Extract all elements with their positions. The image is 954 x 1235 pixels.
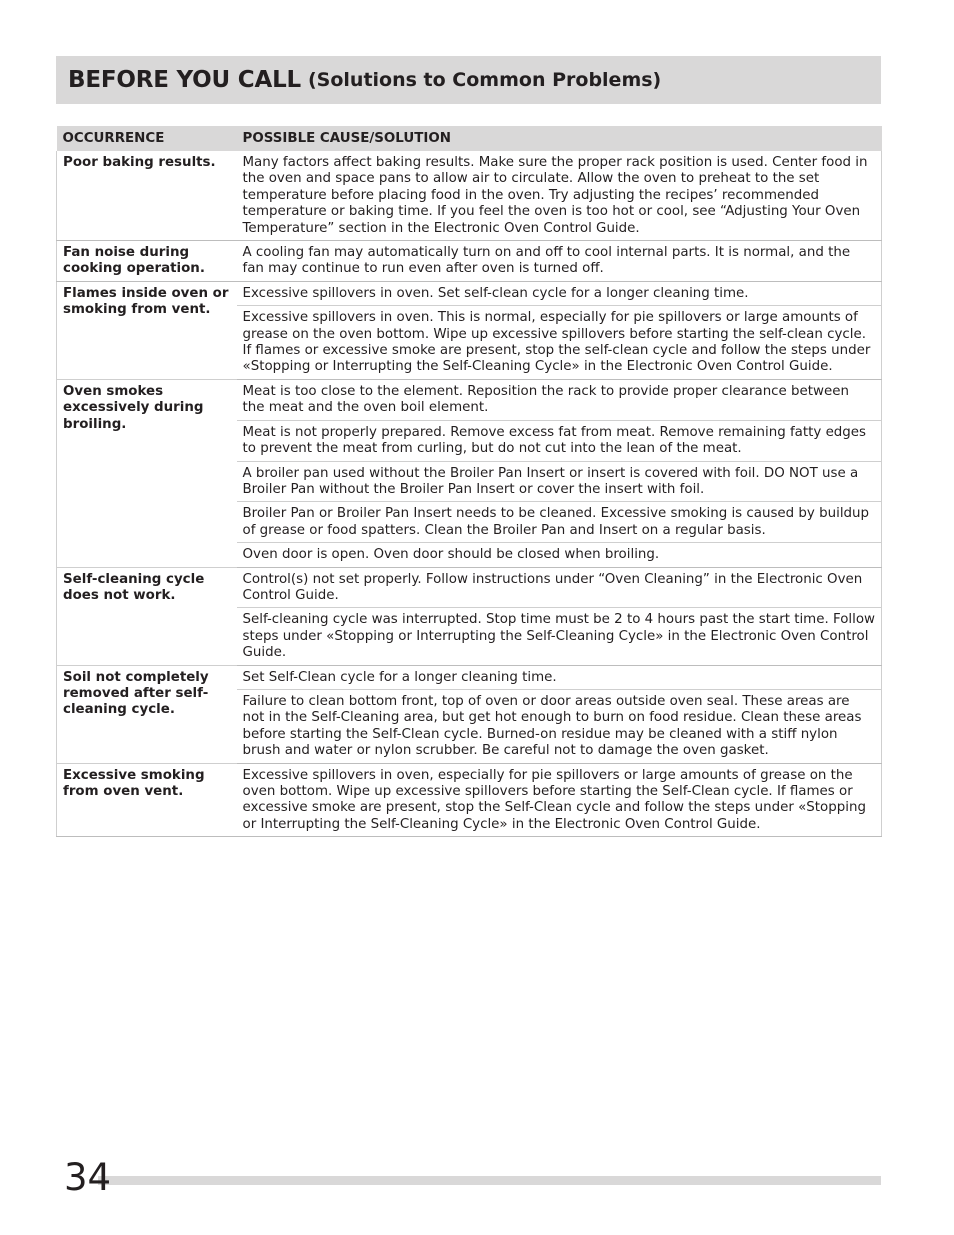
solution-cell: A cooling fan may automatically turn on and off to cool internal parts. It is normal, and the fan may continue to run even after oven is turned off.	[237, 241, 882, 282]
occurrence-cell: Soil not completely removed after self-cleaning cycle.	[57, 665, 237, 763]
solution-cell: Self-cleaning cycle was interrupted. Stop time must be 2 to 4 hours past the start time. Follow steps under «Stopping or Interrupting the Self-Cleaning Cycle» in the Electronic Oven Control Guide.	[237, 608, 882, 665]
table-row	[57, 379, 882, 420]
solution-cell: Excessive spillovers in oven, especially for pie spillovers or large amounts of grease on the oven bottom. Wipe up excessive spillovers before starting the Self-Clean cycle. If flames or excessive smoke are present, stop the Self-Clean cycle and follow the steps under «Stopping or Interrupting the Self-Cleaning Cycle» in the Electronic Oven Control Guide.	[237, 763, 882, 837]
solution-cell: A broiler pan used without the Broiler Pan Insert or insert is covered with foil. DO NOT use a Broiler Pan without the Broiler Pan Insert or cover the insert with foil.	[237, 461, 882, 502]
page-subtitle: (Solutions to Common Problems)	[308, 69, 662, 91]
occurrence-cell: Fan noise during cooking operation.	[57, 241, 237, 282]
table-row	[57, 281, 882, 305]
table-row	[57, 241, 882, 282]
table-row	[57, 665, 882, 689]
table-row	[57, 151, 882, 241]
footer-rule	[98, 1176, 881, 1185]
page-title: BEFORE YOU CALL	[68, 67, 301, 93]
solution-cell: Many factors affect baking results. Make sure the proper rack position is used. Center food in the oven and space pans to allow air to circulate. Allow the oven to preheat to the set temperature before placing food in the oven. Try adjusting the recipes’ recommended temperature or baking time. If you feel the oven is too hot or cool, see “Adjusting Your Oven Temperature” section in the Electronic Oven Control Guide.	[237, 151, 882, 241]
page-number: 34	[64, 1156, 112, 1199]
solution-cell: Set Self-Clean cycle for a longer cleaning time.	[237, 665, 882, 689]
table-header-row	[57, 126, 882, 151]
solution-cell: Broiler Pan or Broiler Pan Insert needs to be cleaned. Excessive smoking is caused by buildup of grease or food spatters. Clean the Broiler Pan and Insert on a regular basis.	[237, 502, 882, 543]
table-row	[57, 567, 882, 608]
solution-cell: Excessive spillovers in oven. Set self-clean cycle for a longer cleaning time.	[237, 281, 882, 305]
occurrence-cell: Self-cleaning cycle does not work.	[57, 567, 237, 665]
solution-cell: Oven door is open. Oven door should be closed when broiling.	[237, 543, 882, 567]
troubleshooting-table	[56, 126, 882, 837]
column-header-occurrence: OCCURRENCE	[57, 126, 237, 151]
solution-cell: Failure to clean bottom front, top of oven or door areas outside oven seal. These areas are not in the Self-Cleaning area, but get hot enough to burn on food residue. Clean these areas before starting the Self-Clean cycle. Burned-on residue may be cleaned with a stiff nylon brush and water or nylon scrubber. Be careful not to damage the oven gasket.	[237, 689, 882, 763]
occurrence-cell: Excessive smoking from oven vent.	[57, 763, 237, 837]
solution-cell: Control(s) not set properly. Follow instructions under “Oven Cleaning” in the Electronic Oven Control Guide.	[237, 567, 882, 608]
page-title-banner	[56, 56, 881, 104]
solution-cell: Meat is not properly prepared. Remove excess fat from meat. Remove remaining fatty edges to prevent the meat from curling, but do not cut into the lean of the meat.	[237, 420, 882, 461]
column-header-solution: POSSIBLE CAUSE/SOLUTION	[237, 126, 882, 151]
occurrence-cell: Oven smokes excessively during broiling.	[57, 379, 237, 567]
occurrence-cell: Flames inside oven or smoking from vent.	[57, 281, 237, 379]
solution-cell: Meat is too close to the element. Reposition the rack to provide proper clearance between the meat and the oven boil element.	[237, 379, 882, 420]
table-row	[57, 763, 882, 837]
table-body	[57, 151, 882, 837]
solution-cell: Excessive spillovers in oven. This is normal, especially for pie spillovers or large amounts of grease on the oven bottom. Wipe up excessive spillovers before starting the self-clean cycle. If flames or excessive smoke are present, stop the self-clean cycle and follow the steps under «Stopping or Interrupting the Self-Cleaning Cycle» in the Electronic Oven Control Guide.	[237, 306, 882, 380]
occurrence-cell: Poor baking results.	[57, 151, 237, 241]
